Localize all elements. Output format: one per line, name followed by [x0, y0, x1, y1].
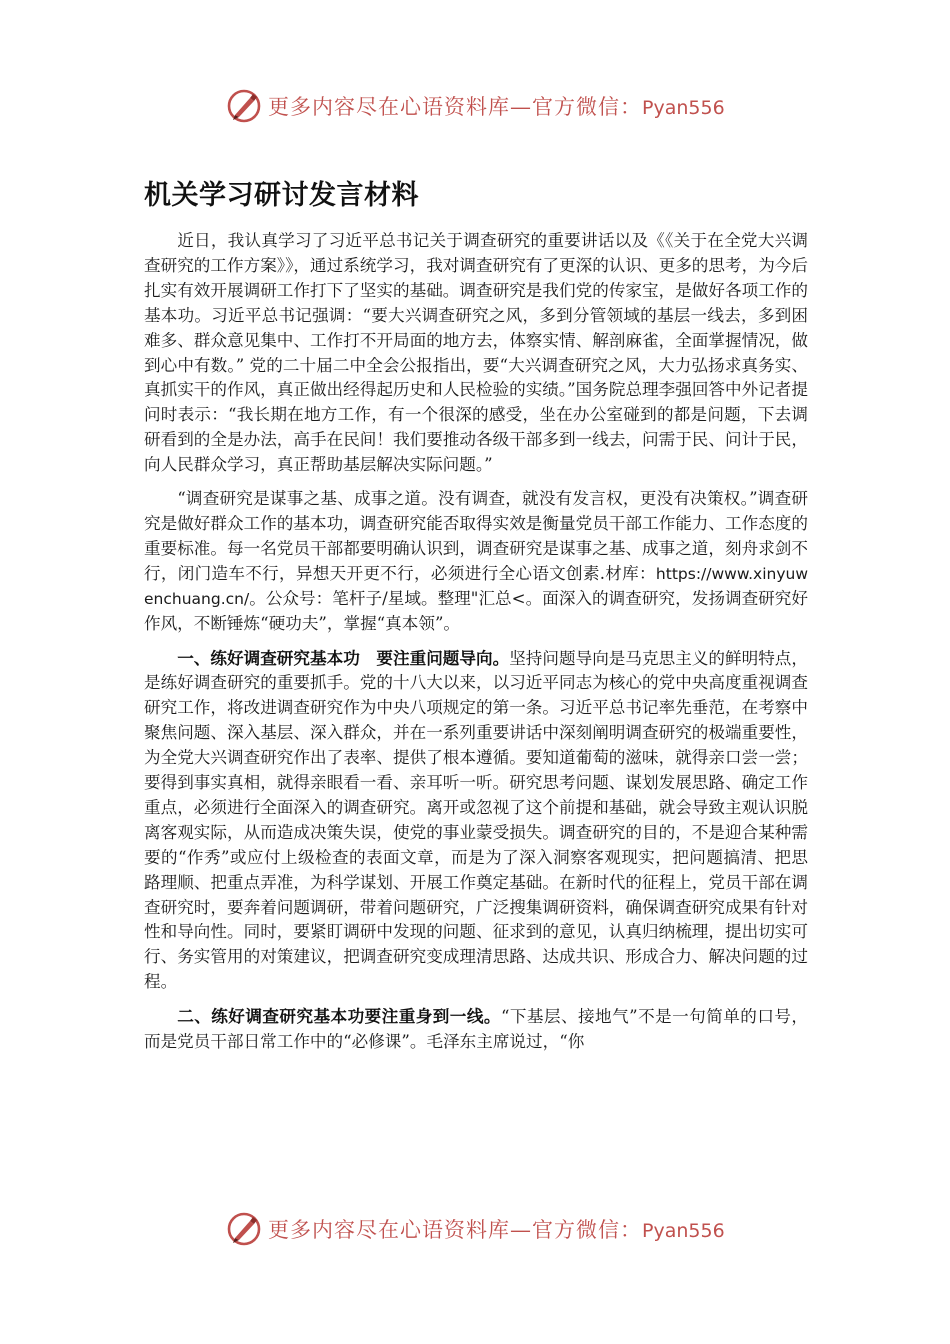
banner-brand: 更多内容尽在心语资料库: [268, 95, 510, 119]
header-banner: [226, 86, 746, 126]
source-url: https://www.xinyuwenchuang.cn/: [144, 564, 808, 608]
banner-wechat-id: Pyan556: [642, 97, 725, 119]
pen-logo-icon: [226, 88, 262, 124]
paragraph-quote-text: “调查研究是谋事之基、成事之道。没有调查，就没有发言权，更没有决策权。”调查研究是做好群众工作的基本功，调查研究能否取得实效是衡量党员干部工作能力、工作态度的重要标准。每一名党员干部都要明确认识到，调查研究是谋事之基、成事之道，刻舟求剑不行，闭门造车不行，异想天开更不行，必须进行全心语文创素.材库：: [144, 489, 808, 583]
banner-wechat-label: 官方微信：: [532, 1218, 642, 1242]
banner-text: [268, 91, 725, 121]
banner-wechat-id: Pyan556: [642, 1220, 725, 1242]
banner-brand: 更多内容尽在心语资料库: [268, 1218, 510, 1242]
section-2-heading: 二、练好调查研究基本功要注重身到一线。: [177, 1006, 501, 1027]
paragraph-section-2: [144, 1004, 808, 1055]
banner-separator: —: [510, 95, 532, 119]
pen-logo-icon: [226, 1211, 262, 1247]
section-2-body: “下基层、接地气”不是一句简单的口号，而是党员干部日常工作中的“必修课”。毛泽东主席说过，“你: [144, 1007, 809, 1052]
paragraph-quote-tail: 。公众号：笔杆子/星域。整理"汇总<。面深入的调查研究，发扬调查研究好作风，不断锤炼“硬功夫”，掌握“真本领”。: [144, 588, 808, 633]
paragraph-quote: [144, 487, 808, 636]
paragraph-section-1: [144, 646, 808, 996]
banner-wechat-label: 官方微信：: [532, 95, 642, 119]
section-1-body: 坚持问题导向是马克思主义的鲜明特点，是练好调查研究的重要抓手。党的十八大以来，以习近平同志为核心的党中央高度重视调查研究工作，将改进调查研究作为中央八项规定的第一条。习近平总书记率先垂范，在考察中聚焦问题、深入基层、深入群众，并在一系列重要讲话中深刻阐明调查研究的极端重要性，为全党大兴调查研究作出了表率、提供了根本遵循。要知道葡萄的滋味，就得亲口尝一尝；要得到事实真相，就得亲眼看一看、亲耳听一听。研究思考问题、谋划发展思路、确定工作重点，必须进行全面深入的调查研究。离开或忽视了这个前提和基础，就会导致主观认识脱离客观实际，从而造成决策失误，使党的事业蒙受损失。调查研究的目的，不是迎合某种需要的“作秀”或应付上级检查的表面文章，而是为了深入洞察客观现实，把问题搞清、把思路理顺、把重点弄准，为科学谋划、开展工作奠定基础。在新时代的征程上，党员干部在调查研究时，要奔着问题调研，带着问题研究，广泛搜集调研资料，确保调查研究成果有针对性和导向性。同时，要紧盯调研中发现的问题、征求到的意见，认真归纳梳理，提出切实可行、务实管用的对策建议，把调查研究变成理清思路、达成共识、形成合力、解决问题的过程。: [144, 648, 809, 992]
paragraph-intro: 近日，我认真学习了习近平总书记关于调查研究的重要讲话以及《《关于在全党大兴调查研究的工作方案》》，通过系统学习，我对调查研究有了更深的认识、更多的思考，为今后扎实有效开展调研工作打下了坚实的基础。调查研究是我们党的传家宝，是做好各项工作的基本功。习近平总书记强调：“要大兴调查研究之风，多到分管领域的基层一线去，多到困难多、群众意见集中、工作打不开局面的地方去，体察实情、解剖麻雀，全面掌握情况，做到心中有数。” 党的二十届二中全会公报指出，要“大兴调查研究之风，大力弘扬求真务实、真抓实干的作风，真正做出经得起历史和人民检验的实绩。”国务院总理李强回答中外记者提问时表示：“我长期在地方工作，有一个很深的感受，坐在办公室碰到的都是问题，下去调研看到的全是办法，高手在民间！我们要推动各级干部多到一线去，问需于民、问计于民，向人民群众学习，真正帮助基层解决实际问题。”: [144, 231, 808, 475]
document-body: [144, 229, 808, 1064]
banner-text: [268, 1214, 725, 1244]
section-1-heading: 一、练好调查研究基本功 要注重问题导向。: [177, 647, 510, 668]
document-title: 机关学习研讨发言材料: [144, 180, 419, 211]
footer-banner: [226, 1209, 746, 1249]
banner-separator: —: [510, 1218, 532, 1242]
